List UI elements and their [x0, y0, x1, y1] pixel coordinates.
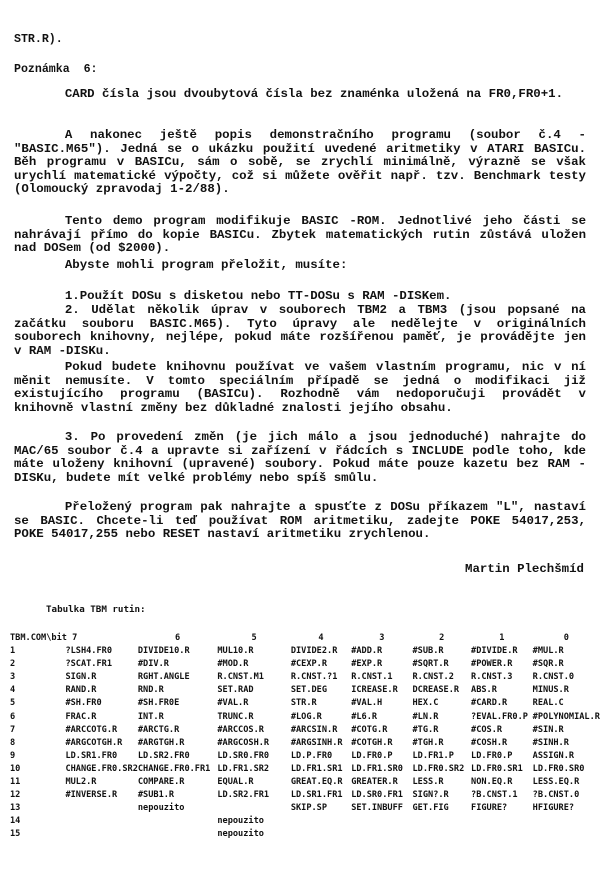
routine-cell: ?B.CNST.1: [471, 790, 518, 801]
paragraph-text: 3. Po provedení změn (je jich málo a jsou jednoduché) nahrajte do MAC/65 soubor č.4 a upravte si zařízení v řádcích s INCLUDE podle toho, kde máte uloženy knihovní (upravené) soubory. Pokud máte pouze kazetu bez RAM -DISKu, budete mít velké problémy nebo spíš smůlu.: [14, 430, 586, 485]
routine-cell: GREAT.EQ.R: [290, 777, 343, 788]
routine-cell: LD.FR1.SR2: [217, 763, 270, 774]
routine-cell: #VAL.H: [351, 698, 383, 709]
row-number: 7: [10, 724, 16, 735]
routine-cell: ?SCAT.FR1: [65, 659, 113, 670]
step-3: [14, 431, 586, 485]
routine-cell: #CEXP.R: [290, 659, 328, 670]
routine-cell: ?EVAL.FR0.P: [471, 711, 528, 722]
routine-cell: #DIVIDE.R: [471, 646, 518, 657]
routine-cell: MUL10.R: [217, 646, 254, 657]
routine-cell: #ARGTGH.R: [137, 737, 185, 748]
step-1: [14, 290, 586, 304]
routine-cell: DIVIDE10.R: [137, 646, 190, 657]
routine-cell: [138, 828, 217, 841]
routine-cell: INT.R: [137, 711, 164, 722]
bit-header: 6: [175, 633, 181, 643]
row-number: 15: [10, 829, 21, 840]
routine-cell: #ARCTG.R: [137, 724, 180, 735]
table-row: [10, 737, 600, 750]
routine-cell: SIGN.R: [65, 672, 97, 683]
routine-cell: EQUAL.R: [217, 777, 254, 788]
paragraph-rom: [14, 215, 586, 256]
routine-cell: ASSIGN.R: [532, 750, 575, 761]
bit-header: 5: [251, 633, 257, 643]
routine-cell: #SUB.R: [412, 646, 444, 657]
routine-cell: #COSH.R: [471, 737, 508, 748]
table-row: [10, 828, 600, 841]
routine-cell: #POLYNOMIAL.R: [532, 711, 600, 722]
routine-cell: R.CNST.?1: [290, 672, 338, 683]
routine-cell: RAND.R: [65, 685, 97, 696]
table-caption: Tabulka TBM rutin:: [46, 604, 146, 615]
routine-cell: COMPARE.R: [137, 777, 185, 788]
step-2: [14, 304, 586, 358]
routine-cell: ICREASE.R: [351, 685, 398, 696]
routine-cell: LD.P.FR0: [290, 750, 333, 761]
routine-cell: [533, 815, 600, 828]
routine-cell: #POWER.R: [471, 659, 513, 670]
paragraph-text: 2. Udělat několik úprav v souborech TBM2 a TBM3 (jsou popsané na začátku souboru BASIC.M65). Tyto úpravy ale nedělejte v originálních souborech knihovny, nejlépe, pokud máte rozšířenou paměť, je provádějte jen v RAM -DISKu.: [14, 303, 586, 358]
table-body: [10, 645, 600, 841]
routine-cell: nepouzito: [217, 816, 264, 827]
table-row: [10, 789, 600, 802]
routine-cell: #MOD.R: [217, 659, 249, 670]
table-row: [10, 658, 600, 671]
routine-cell: LD.SR0.FR0: [217, 750, 270, 761]
table-row: [10, 724, 600, 737]
tbm-routine-table: [10, 632, 600, 842]
routine-cell: [533, 828, 600, 841]
routine-cell: #INVERSE.R: [65, 790, 118, 801]
routine-cell: LD.FR1.P: [412, 750, 454, 761]
routine-cell: RGHT.ANGLE: [137, 672, 190, 683]
routine-cell: #DIV.R: [137, 659, 169, 670]
routine-cell: LD.SR1.FR0: [65, 750, 118, 761]
routine-cell: nepouzito: [217, 829, 264, 840]
row-number: 11: [10, 777, 21, 788]
routine-cell: SET.INBUFF: [351, 803, 403, 814]
routine-cell: #L6.R: [351, 711, 378, 722]
row-number: 13: [10, 803, 21, 814]
routine-cell: LESS.R: [412, 777, 444, 788]
routine-cell: NON.EQ.R: [471, 777, 513, 788]
routine-cell: MINUS.R: [532, 685, 569, 696]
routine-cell: LD.FR0.P: [471, 750, 513, 761]
routine-cell: RND.R: [137, 685, 164, 696]
routine-cell: ?LSH4.FR0: [65, 646, 113, 657]
routine-cell: R.CNST.3: [471, 672, 513, 683]
routine-cell: LD.FR1.SR1: [290, 763, 343, 774]
routine-cell: CHANGE.FR0.FR1: [137, 763, 211, 774]
routine-cell: [65, 828, 137, 841]
routine-cell: SET.DEG: [290, 685, 328, 696]
paragraph-text: Pokud budete knihovnu používat ve vašem vlastním programu, nic v ní měnit nemusíte. V tomto speciálním případě se jedná o modifikaci již existujícího programu (BASICu). Rozhodně vám nedoporučuji provádět v knihovně vlastní změny bez důkladné znalosti jejího obsahu.: [14, 360, 586, 415]
row-number: 6: [10, 711, 16, 722]
table-row: [10, 697, 600, 710]
row-number: 1: [10, 646, 16, 657]
routine-cell: LD.SR1.FR1: [290, 790, 343, 801]
routine-cell: [65, 815, 137, 828]
routine-cell: #ARCCOTG.R: [65, 724, 118, 735]
paragraph-text: CARD čísla jsou dvoubytová čísla bez znaménka uložená na FR0,FR0+1.: [64, 87, 564, 101]
table-row: [10, 763, 600, 776]
routine-cell: GET.FIG: [412, 803, 449, 814]
routine-cell: #SH.FR0: [65, 698, 102, 709]
paragraph-text: A nakonec ještě popis demonstračního programu (soubor č.4 -"BASIC.M65"). Jedná se o ukázku použití uvedené aritmetiky v ATARI BASICu. Běh programu v BASICu, sám o sobě, se zrychlí minimálně, výrazně se však urychlí matematické výpočty, což si můžete ověřit např. tzv. Benchmark testy (Olomoucký zpravodaj 1-2/88).: [14, 128, 586, 197]
routine-cell: R.CNST.2: [412, 672, 454, 683]
routine-cell: DIVIDE2.R: [290, 646, 338, 657]
routine-cell: [471, 828, 533, 841]
routine-cell: DCREASE.R: [412, 685, 460, 696]
routine-cell: #VAL.R: [217, 698, 249, 709]
row-number: 2: [10, 659, 16, 670]
routine-cell: [471, 815, 533, 828]
routine-cell: #MUL.R: [532, 646, 564, 657]
routine-cell: #EXP.R: [351, 659, 383, 670]
routine-cell: #COTG.R: [351, 724, 388, 735]
paragraph-demo-intro: [14, 129, 586, 197]
routine-cell: #SQRT.R: [412, 659, 449, 670]
routine-cell: #SINH.R: [532, 737, 569, 748]
routine-cell: R.CNST.M1: [217, 672, 264, 683]
row-number: 5: [10, 698, 16, 709]
routine-cell: LD.FR0.P: [351, 750, 393, 761]
routine-cell: CHANGE.FR0.SR2: [65, 763, 138, 774]
routine-cell: #COTGH.R: [351, 737, 393, 748]
bit-header: 0: [563, 633, 569, 643]
note-title: Poznámka 6:: [14, 63, 98, 76]
routine-cell: #SQR.R: [532, 659, 564, 670]
paragraph-text: Abyste mohli program přeložit, musíte:: [64, 258, 348, 272]
table-row: [10, 776, 600, 789]
paragraph-text: Tento demo program modifikuje BASIC -ROM. Jednotlivé jeho části se nahrávají přímo do kopie BASICu. Zbytek matematických rutin zůstává uložen nad DOSem (od $2000).: [14, 214, 586, 256]
routine-cell: STR.R: [290, 698, 317, 709]
routine-cell: [65, 802, 137, 815]
row-number: 8: [10, 737, 16, 748]
table-row: [10, 671, 600, 684]
bit-header: 1: [499, 633, 505, 643]
routine-cell: SIGN?.R: [412, 790, 449, 801]
bit-header: 2: [439, 633, 445, 643]
routine-cell: #ARGCOSH.R: [217, 737, 270, 748]
routine-cell: LD.SR2.FR1: [217, 790, 270, 801]
paragraph-prereq: [14, 259, 586, 273]
paragraph-text: 1.Použít DOSu s disketou nebo TT-DOSu s RAM -DISKem.: [64, 289, 452, 303]
corner-label: TBM.COM\bit 7: [10, 633, 78, 643]
routine-cell: LD.FR0.SR2: [412, 763, 465, 774]
paragraph-run: [14, 501, 586, 542]
routine-cell: #ARCSIN.R: [290, 724, 338, 735]
bit-header: 3: [379, 633, 385, 643]
table-row: [10, 750, 600, 763]
routine-cell: R.CNST.0: [532, 672, 575, 683]
routine-cell: LD.FR1.SR0: [351, 763, 403, 774]
row-number: 10: [10, 763, 21, 774]
row-number: 14: [10, 816, 21, 827]
table-row: [10, 711, 600, 724]
routine-cell: [138, 815, 217, 828]
routine-cell: #TG.R: [412, 724, 439, 735]
routine-cell: #LN.R: [412, 711, 439, 722]
paragraph-library-note: [14, 361, 586, 415]
table-row: [10, 645, 600, 658]
header-line: STR.R).: [14, 33, 63, 46]
routine-cell: [351, 815, 412, 828]
bit-header: 4: [318, 633, 324, 643]
routine-cell: #CARD.R: [471, 698, 508, 709]
routine-cell: #LOG.R: [290, 711, 322, 722]
paragraph-text: Přeložený program pak nahrajte a spusťte z DOSu příkazem "L", nastaví se BASIC. Chcete-li teď používat ROM aritmetiku, zadejte POKE 54017,253, POKE 54017,255 nebo RESET nastaví aritmetiku zrychlenou.: [14, 500, 586, 542]
routine-cell: #SH.FR0E: [137, 698, 180, 709]
row-number: 4: [10, 685, 16, 696]
routine-cell: nepouzito: [137, 803, 185, 814]
routine-cell: TRUNC.R: [217, 711, 254, 722]
routine-cell: FRAC.R: [65, 711, 97, 722]
routine-cell: [351, 828, 412, 841]
table-row: [10, 815, 600, 828]
routine-cell: SET.RAD: [217, 685, 254, 696]
routine-cell: #ARCCOS.R: [217, 724, 264, 735]
routine-cell: REAL.C: [532, 698, 564, 709]
routine-cell: [291, 815, 351, 828]
table-row: [10, 802, 600, 815]
routine-cell: #ADD.R: [351, 646, 383, 657]
signature: Martin Plechšmíd: [465, 562, 584, 576]
routine-cell: #SIN.R: [532, 724, 564, 735]
routine-cell: HFIGURE?: [532, 803, 575, 814]
routine-cell: LD.FR0.SR1: [471, 763, 523, 774]
routine-cell: [413, 815, 472, 828]
routine-cell: R.CNST.1: [351, 672, 393, 683]
routine-cell: #COS.R: [471, 724, 503, 735]
routine-cell: SKIP.SP: [290, 803, 328, 814]
table-row: [10, 684, 600, 697]
routine-cell: LESS.EQ.R: [532, 777, 580, 788]
row-number: 9: [10, 750, 16, 761]
routine-cell: [413, 828, 472, 841]
routine-cell: HEX.C: [412, 698, 439, 709]
routine-cell: #ARGSINH.R: [290, 737, 343, 748]
row-number: 3: [10, 672, 16, 683]
routine-cell: #ARGCOTGH.R: [65, 737, 123, 748]
routine-cell: ?B.CNST.0: [532, 790, 580, 801]
routine-cell: LD.FR0.SR0: [532, 763, 585, 774]
paragraph-card: [14, 88, 586, 102]
routine-cell: LD.SR0.FR1: [351, 790, 403, 801]
routine-cell: [291, 828, 351, 841]
routine-cell: FIGURE?: [471, 803, 508, 814]
routine-cell: #TGH.R: [412, 737, 444, 748]
routine-cell: ABS.R: [471, 685, 497, 696]
routine-cell: #SUB1.R: [137, 790, 175, 801]
routine-cell: GREATER.R: [351, 777, 398, 788]
routine-cell: LD.SR2.FR0: [137, 750, 190, 761]
routine-cell: [217, 802, 290, 815]
table-header-row: [10, 632, 600, 645]
routine-cell: MUL2.R: [65, 777, 97, 788]
row-number: 12: [10, 790, 21, 801]
